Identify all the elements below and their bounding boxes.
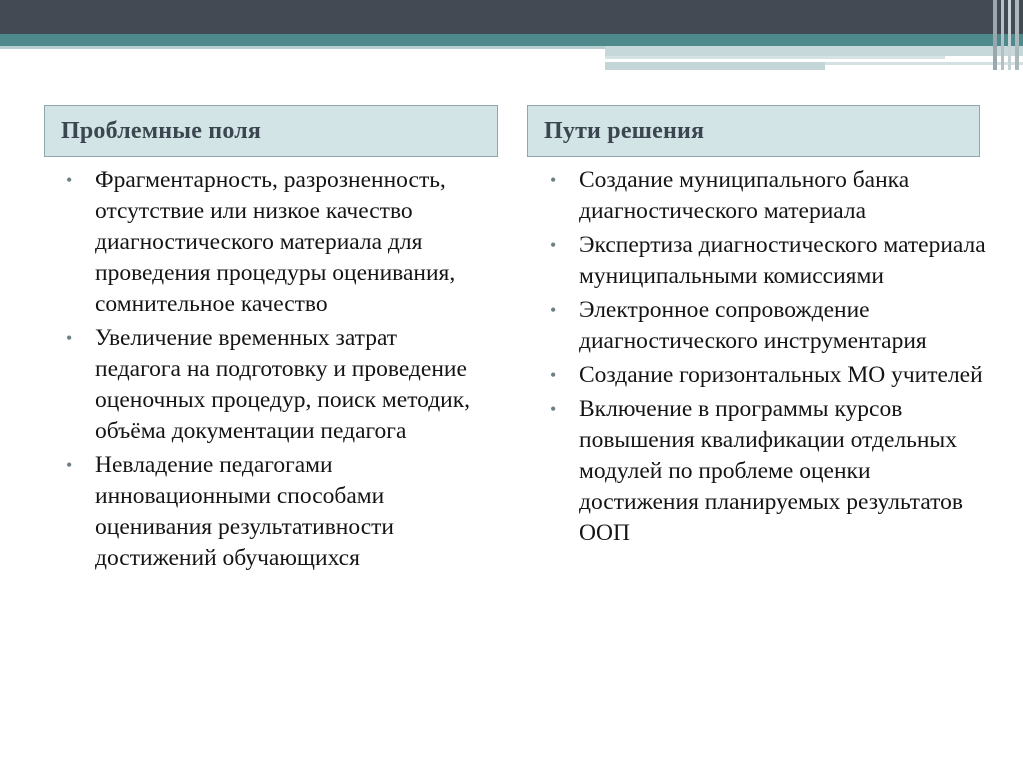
list-item: • Создание муниципального банка диагностического материала <box>550 167 910 224</box>
list-item: • Экспертиза диагностического материала муниципальными комиссиями <box>550 232 986 289</box>
list-item: • Создание горизонтальных МО учителей <box>550 360 990 391</box>
bullet-icon: • <box>550 300 557 320</box>
banner-vertical-stripe <box>993 0 997 70</box>
list-item: • Увеличение временных затрат педагога на подготовку и проведение оценочных процедур, поиск методик, объёма документации педагога <box>66 325 471 444</box>
top-banner-teal <box>0 34 1023 46</box>
problem-areas-header <box>44 105 498 157</box>
list-item: • Электронное сопровождение диагностического инструментария <box>550 297 927 354</box>
top-banner-dark <box>0 0 1023 34</box>
list-item: • Включение в программы курсов повышения квалификации отдельных модулей по проблеме оценки достижения планируемых результатов ООП <box>550 396 963 546</box>
solutions-list <box>550 165 990 552</box>
list-item: • Фрагментарность, разрозненность, отсутствие или низкое качество диагностического материала для проведения процедуры оценивания, сомнительное качество <box>66 167 456 317</box>
banner-accent-block <box>605 46 1023 56</box>
problem-areas-list <box>66 165 486 577</box>
bullet-icon: • <box>66 170 73 190</box>
solutions-header <box>527 105 980 157</box>
banner-accent-block <box>605 62 825 70</box>
solutions-title: Пути решения <box>544 117 705 144</box>
bullet-icon: • <box>66 328 73 348</box>
bullet-icon: • <box>66 455 73 475</box>
banner-vertical-stripe <box>1015 0 1019 70</box>
problem-areas-title: Проблемные поля <box>61 117 262 144</box>
banner-vertical-stripe <box>1008 0 1011 70</box>
bullet-icon: • <box>550 365 557 385</box>
banner-accent-line <box>605 56 945 59</box>
list-item: • Невладение педагогами инновационными способами оценивания результативности достижений обучающихся <box>66 452 394 571</box>
bullet-icon: • <box>550 399 557 419</box>
banner-vertical-stripe <box>1001 0 1004 70</box>
bullet-icon: • <box>550 170 557 190</box>
bullet-icon: • <box>550 235 557 255</box>
